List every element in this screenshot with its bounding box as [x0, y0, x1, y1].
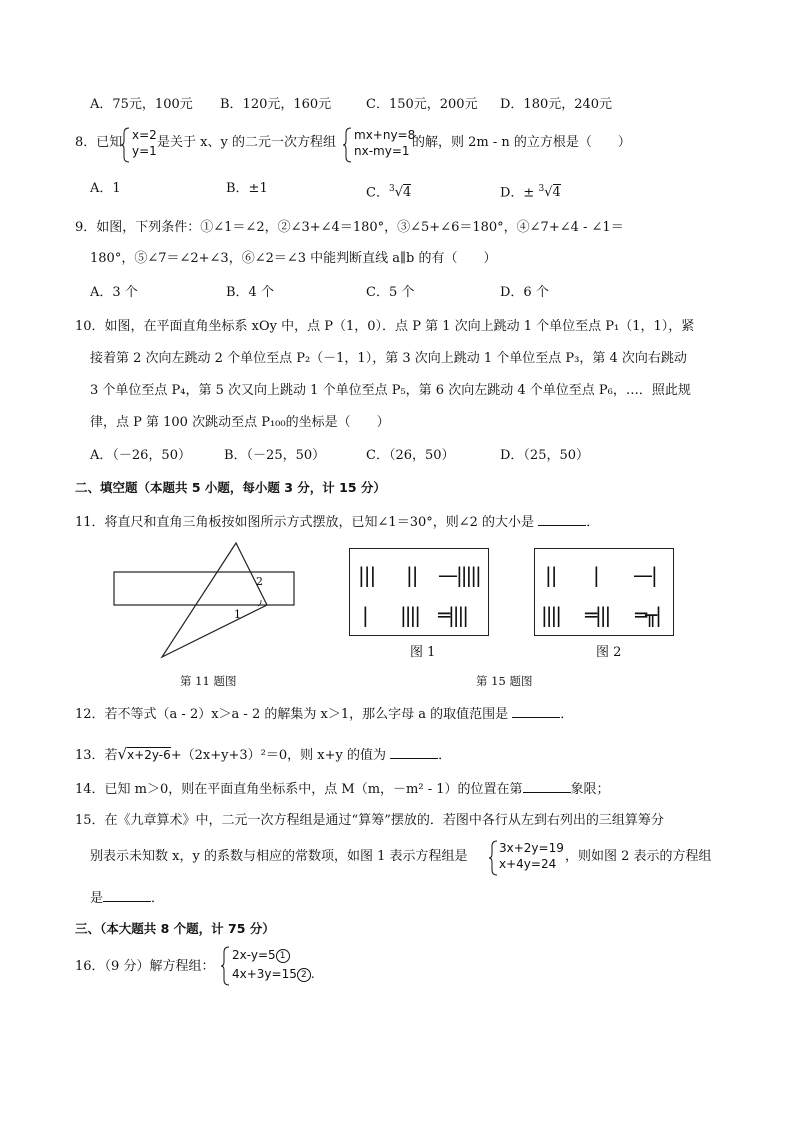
q7-option-a: A．75元，100元: [90, 97, 193, 112]
fig2-bottom-rod-1: ||||: [541, 603, 560, 627]
q11-blank[interactable]: [538, 511, 586, 526]
q8-option-a: A．1: [90, 181, 121, 196]
q15-line2b: ，则如图 2 表示的方程组: [565, 849, 712, 864]
q15-blank[interactable]: [103, 887, 151, 902]
q10-line1: 10．如图，在平面直角坐标系 xOy 中，点 P（1，0）．点 P 第 1 次向上跳动 1 个单位至点 P₁（1，1），紧: [75, 319, 695, 334]
q8-system-2: [354, 127, 415, 159]
fig1-bottom-rod-3: ═||||: [438, 603, 467, 627]
q7-option-b: B．120元，160元: [220, 97, 332, 112]
q12-text: 12．若不等式（a - 2）x＞a - 2 的解集为 x＞1，那么字母 a 的取值范围是 ．: [75, 703, 573, 724]
q8-brace-1: [121, 127, 131, 163]
q10-option-d: D．（25，50）: [500, 448, 590, 463]
q12-blank[interactable]: [512, 703, 560, 718]
q10-line4: 律，点 P 第 100 次跳动至点 P₁₀₀的坐标是（ ）: [90, 415, 390, 430]
q10-line2: 接着第 2 次向左跳动 2 个单位至点 P₂（－1，1），第 3 次向上跳动 1 个单位至点 P₃，第 4 次向右跳动: [90, 351, 687, 366]
q7-option-c: C．150元，200元: [366, 97, 478, 112]
q9-line1: 9．如图，下列条件：①∠1＝∠2，②∠3+∠4＝180°，③∠5+∠6＝180°，④∠7+∠4 - ∠1＝: [75, 220, 624, 235]
q13-prefix: 13．若: [75, 748, 118, 763]
angle-1-label: 1: [234, 608, 241, 621]
q10-option-a: A．（－26，50）: [90, 448, 191, 463]
q13-radicand: x+2y-6: [127, 748, 171, 762]
q15-line3: 是 ．: [90, 887, 164, 908]
q8-system-1: [132, 127, 157, 159]
figure-11: [110, 540, 300, 660]
fig1-bottom-rod-2: ||||: [400, 603, 419, 627]
q13-blank[interactable]: [390, 744, 438, 759]
q14-suffix: 象限；: [570, 782, 610, 797]
figure-15-diagram-2: [534, 548, 674, 636]
q15-system: [499, 840, 564, 872]
triangle: [162, 543, 267, 657]
figure-11-caption: 第 11 题图: [180, 674, 237, 688]
q8-option-c-radicand: 4: [402, 185, 412, 201]
q9-option-c: C．5 个: [366, 285, 415, 300]
section-3-heading: 三、（本大题共 8 个题，计 75 分）: [75, 921, 275, 936]
angle-2-label: 2: [256, 575, 263, 588]
q10-option-c: C．（26，50）: [366, 448, 455, 463]
q8-option-d-label: D．±: [500, 185, 535, 201]
q8-sys2-eq2: nx-my=1: [354, 144, 410, 158]
q12-stem: 12．若不等式（a - 2）x＞a - 2 的解集为 x＞1，那么字母 a 的取值范围是: [75, 707, 509, 722]
q14-stem: 14．已知 m＞0，则在平面直角坐标系中，点 M（m，－m² - 1）的位置在第: [75, 782, 523, 797]
fig1-bottom-rod-1: |: [362, 603, 368, 627]
q11-text: 11．将直尺和直角三角板按如图所示方式摆放，已知∠1＝30°，则∠2 的大小是 ．: [75, 511, 599, 532]
q15-sys-eq2: x+4y=24: [499, 857, 557, 871]
q8-option-c: C．$^3$√4: [366, 184, 412, 201]
q15-sys-eq1: 3x+2y=19: [499, 841, 564, 855]
fig2-bottom-rod-2: ═|||: [585, 603, 610, 627]
q15-brace: [489, 840, 499, 876]
q9-option-b: B．4 个: [226, 285, 274, 300]
q15-line2a: 别表示未知数 x，y 的系数与相应的常数项，如图 1 表示方程组是: [90, 849, 468, 864]
q7-option-d: D．180元，240元: [500, 97, 613, 112]
q15-line1: 15．在《九章算术》中，二元一次方程组是通过“算筹”摆放的．若图中各行从左到右列出的三组算筹分: [75, 813, 664, 828]
q8-brace-2: [343, 127, 353, 163]
q9-option-d: D．6 个: [500, 285, 549, 300]
ruler: [114, 572, 294, 605]
q14-text: [75, 778, 610, 799]
q9-option-a: A．3 个: [90, 285, 138, 300]
figure-15-caption-2: 图 2: [596, 645, 622, 660]
q10-line3: 3 个单位至点 P₄，第 5 次又向上跳动 1 个单位至点 P₅，第 6 次向左跳动 4 个单位至点 P₆，…．照此规: [90, 383, 691, 398]
q11-stem: 11．将直尺和直角三角板按如图所示方式摆放，已知∠1＝30°，则∠2 的大小是: [75, 515, 535, 530]
q8-suffix: 的解，则 2m - n 的立方根是（ ）: [412, 135, 631, 150]
q10-option-b: B．（－25，50）: [224, 448, 326, 463]
q8-sys2-eq1: mx+ny=8: [354, 128, 416, 142]
q8-mid: 是关于 x、y 的二元一次方程组: [157, 135, 336, 150]
fig1-top-rod-3: —|||||: [438, 563, 480, 587]
q8-option-b: B．±1: [226, 181, 268, 196]
q15-line3-text: 是: [90, 891, 104, 906]
fig1-top-rod-2: ||: [406, 563, 418, 587]
q9-line2: 180°，⑤∠7＝∠2+∠3，⑥∠2＝∠3 中能判断直线 a∥b 的有（ ）: [90, 251, 497, 266]
q8-option-d-index: 3: [538, 184, 545, 194]
section-2-heading: 二、填空题（本题共 5 小题，每小题 3 分，计 15 分）: [75, 480, 386, 495]
q14-blank[interactable]: [523, 778, 571, 793]
figure-15-caption-1: 图 1: [410, 645, 436, 660]
q13-text: 13．若√x+2y-6+（2x+y+3）²＝0，则 x+y 的值为 ．: [75, 745, 452, 763]
fig2-bottom-rod-3: ═╥|: [635, 603, 660, 627]
q16-mark-1: 1: [276, 949, 290, 963]
q8-prefix: 8．已知: [75, 135, 123, 150]
q16-prefix: 16．（9 分）解方程组：: [75, 959, 215, 974]
q8-sys1-eq1: x=2: [132, 128, 157, 142]
q16-system: 2x-y=5 1 4x+3y=15 2 .: [232, 948, 315, 981]
figure-15-caption: 第 15 题图: [476, 674, 533, 688]
fig1-top-rod-1: |||: [358, 563, 376, 587]
q16-eq1: 2x-y=5: [232, 948, 276, 962]
fig2-top-rod-2: |: [593, 563, 600, 587]
q16-brace: [221, 946, 231, 986]
q8-option-c-label: C．: [366, 185, 389, 201]
q16-mark-2: 2: [297, 968, 311, 982]
q8-option-d: D．± $^3$√4: [500, 184, 561, 201]
fig2-top-rod-3: —|: [633, 563, 656, 587]
q16-eq2: 4x+3y=15: [232, 967, 297, 981]
q8-sys1-eq2: y=1: [132, 144, 157, 158]
q8-option-d-radicand: 4: [552, 185, 561, 201]
fig2-top-rod-1: ||: [545, 563, 557, 587]
q8-option-c-index: 3: [388, 184, 395, 194]
q13-rest: +（2x+y+3）²＝0，则 x+y 的值为: [170, 748, 386, 763]
figure-15-diagram-1: [349, 548, 489, 636]
